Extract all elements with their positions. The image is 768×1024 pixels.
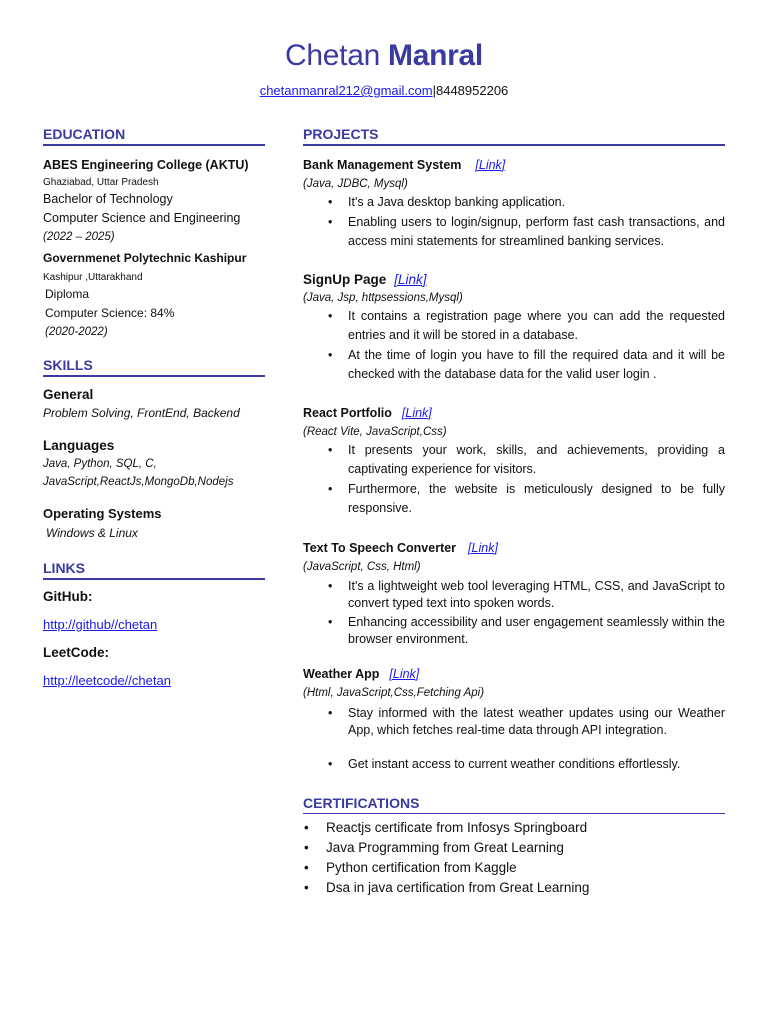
section-title-links: LINKS (43, 556, 265, 580)
certification-item: • Java Programming from Great Learning (303, 838, 725, 858)
certification-item: • Dsa in java certification from Great Learning (303, 878, 725, 898)
section-title-education: EDUCATION (43, 122, 265, 146)
project-name: SignUp Page (303, 271, 387, 287)
project-link[interactable]: [Link] (475, 158, 506, 172)
leetcode-link[interactable]: http://leetcode//chetan (43, 673, 171, 688)
projects-section (303, 122, 725, 773)
project-link[interactable]: [Link] (394, 271, 427, 287)
education-institution: ABES Engineering College (AKTU) (43, 158, 249, 172)
project-item (303, 270, 725, 385)
contact-line (0, 82, 768, 100)
github-link[interactable]: http://github//chetan (43, 617, 158, 632)
education-field: Computer Science and Engineering (43, 211, 241, 225)
education-location: Kashipur ,Uttarakhand (43, 272, 143, 283)
project-bullet: • Get instant access to current weather conditions effortlessly. (303, 756, 725, 773)
project-name: Weather App (303, 666, 380, 681)
skill-group-line: Java, Python, SQL, C, (43, 458, 157, 470)
education-field: Computer Science: 84% (45, 306, 175, 320)
certification-item: • Reactjs certificate from Infosys Springboard (303, 818, 725, 838)
section-title-skills: SKILLS (43, 353, 265, 377)
project-name: React Portfolio (303, 405, 392, 420)
project-bullet: • It's a Java desktop banking application. (303, 193, 725, 213)
project-tech: (Java, Jsp, httpsessions,Mysql) (303, 291, 463, 304)
project-tech: (Html, JavaScript,Css,Fetching Api) (303, 686, 485, 699)
phone-number: 8448952206 (435, 83, 509, 98)
project-bullet: • It's a lightweight web tool leveraging HTML, CSS, and JavaScript to convert typed text into spoken words. (303, 578, 725, 612)
contact-separator: | (432, 83, 436, 98)
project-bullet: • Furthermore, the website is meticulously designed to be fully responsive. (303, 480, 725, 519)
project-name: Text To Speech Converter (303, 540, 457, 555)
project-tech: (React Vite, JavaScript,Css) (303, 425, 447, 438)
section-title-certifications: CERTIFICATIONS (303, 791, 725, 814)
project-bullet: • Stay informed with the latest weather updates using our Weather App, which fetches real-time data through API integration. (303, 705, 725, 739)
skill-group-heading: General (43, 387, 94, 402)
project-tech: (JavaScript, Css, Html) (303, 560, 421, 573)
education-degree: Bachelor of Technology (43, 192, 173, 206)
education-dates: (2020-2022) (45, 326, 108, 338)
email-link[interactable]: chetanmanral212@gmail.com (259, 83, 433, 98)
skills-section (43, 353, 265, 542)
project-bullet: • It presents your work, skills, and achievements, providing a captivating experience for visitors. (303, 441, 725, 480)
links-section (43, 556, 265, 690)
link-label-leetcode: LeetCode: (43, 645, 110, 660)
project-item (303, 404, 725, 519)
project-tech: (Java, JDBC, Mysql) (303, 178, 408, 190)
project-link[interactable]: [Link] (401, 405, 432, 420)
section-title-projects: PROJECTS (303, 122, 725, 146)
project-name: Bank Management System (303, 158, 462, 172)
education-dates: (2022 – 2025) (43, 231, 115, 243)
project-item (303, 665, 725, 773)
skill-group-line: JavaScript,ReactJs,MongoDb,Nodejs (43, 476, 234, 488)
education-section (43, 122, 265, 341)
skill-group-heading: Operating Systems (43, 506, 162, 521)
project-link[interactable]: [Link] (468, 540, 498, 555)
project-bullet: • It contains a registration page where you can add the requested entries and it will be stored in a database. (303, 307, 725, 346)
last-name: Manral (388, 39, 483, 72)
education-institution: Governmenet Polytechnic Kashipur (43, 251, 247, 265)
skill-group-heading: Languages (43, 438, 115, 453)
project-bullet: • Enhancing accessibility and user engagement seamlessly within the browser environment. (303, 614, 725, 648)
project-bullet: • Enabling users to login/signup, perform fast cash transactions, and access mini statements for streamlined banking services. (303, 213, 725, 252)
project-bullet: • At the time of login you have to fill the required data and it will be checked with the database data for the valid user login . (303, 346, 725, 385)
first-name: Chetan (285, 39, 380, 72)
education-degree: Diploma (45, 287, 90, 301)
right-column (303, 122, 725, 898)
certifications-section (303, 791, 725, 898)
left-column (43, 122, 265, 690)
project-item (303, 156, 725, 252)
link-label-github: GitHub: (43, 589, 93, 604)
project-link[interactable]: [Link] (389, 666, 420, 681)
project-item (303, 539, 725, 648)
education-location: Ghaziabad, Uttar Pradesh (43, 177, 159, 188)
certification-item: • Python certification from Kaggle (303, 858, 725, 878)
candidate-name (0, 36, 768, 76)
skill-group-line: Problem Solving, FrontEnd, Backend (43, 406, 240, 420)
skill-group-line: Windows & Linux (46, 526, 138, 540)
